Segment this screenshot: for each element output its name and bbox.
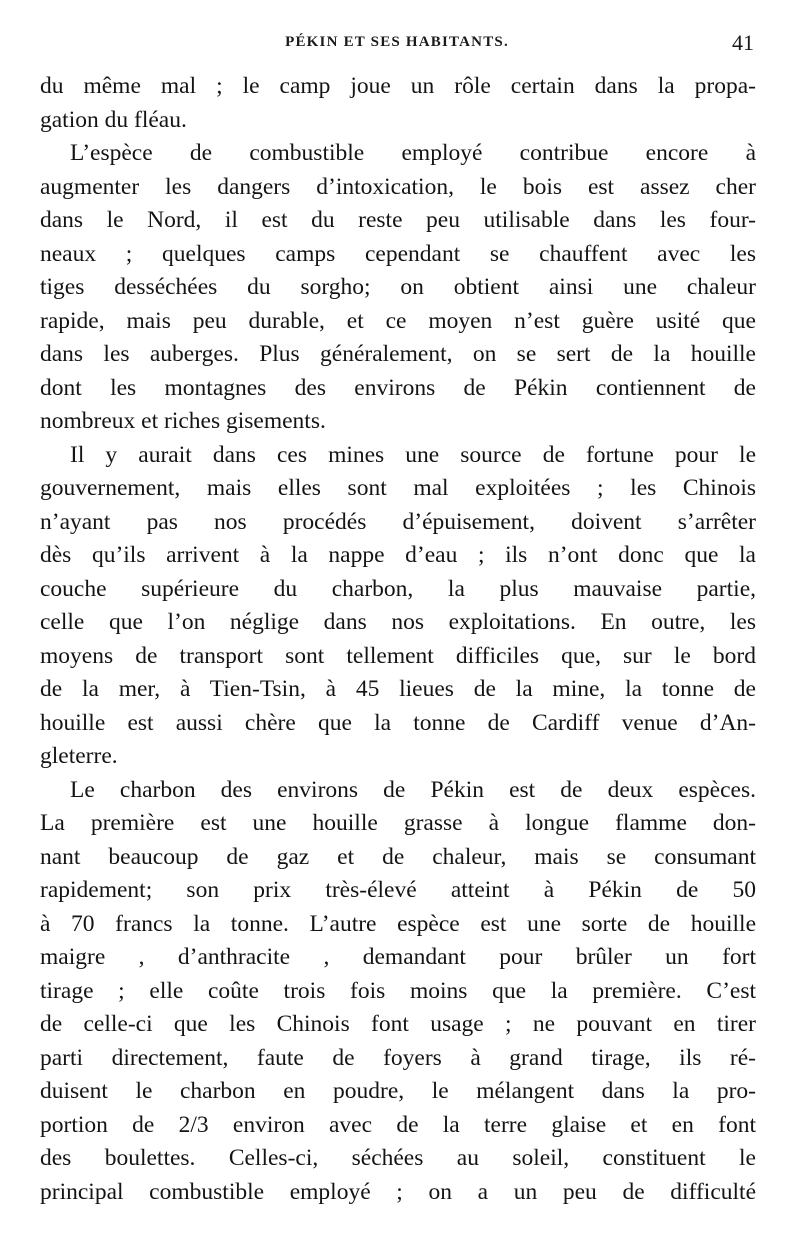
- text-line: La première est une houille grasse à longue flamme don-: [40, 810, 756, 836]
- paragraph: [40, 774, 756, 1210]
- text-line: maigre , d’anthracite , demandant pour brûler un fort: [40, 944, 756, 970]
- paragraph: [40, 439, 756, 774]
- text-line: dans le Nord, il est du reste peu utilisable dans les four-: [40, 207, 756, 233]
- text-line: du même mal ; le camp joue un rôle certain dans la propa-: [40, 73, 756, 99]
- text-line: gleterre.: [40, 743, 118, 769]
- text-line: neaux ; quelques camps cependant se chauffent avec les: [40, 240, 756, 267]
- body-text: [40, 70, 756, 1209]
- text-line: portion de 2/3 environ avec de la terre glaise et en font: [40, 1111, 756, 1138]
- text-line: duisent le charbon en poudre, le mélangent dans la pro-: [40, 1078, 756, 1104]
- page-header: [40, 30, 754, 60]
- text-line: dont les montagnes des environs de Pékin contiennent de: [40, 374, 756, 401]
- text-line: parti directement, faute de foyers à grand tirage, ils ré-: [40, 1044, 756, 1071]
- text-line: moyens de transport sont tellement difficiles que, sur le bord: [40, 642, 756, 669]
- text-line: rapidement; son prix très-élevé atteint à Pékin de 50: [40, 877, 756, 903]
- text-line: dès qu’ils arrivent à la nappe d’eau ; ils n’ont donc que la: [40, 542, 756, 568]
- text-line: n’ayant pas nos procédés d’épuisement, doivent s’arrêter: [40, 508, 756, 535]
- text-line: nombreux et riches gisements.: [40, 408, 326, 434]
- text-line: de celle-ci que les Chinois font usage ; ne pouvant en tirer: [40, 1011, 756, 1037]
- text-line: Il y aurait dans ces mines une source de fortune pour le: [70, 441, 756, 468]
- text-line: à 70 francs la tonne. L’autre espèce est une sorte de houille: [40, 910, 756, 937]
- text-line: houille est aussi chère que la tonne de Cardiff venue d’An-: [40, 709, 756, 736]
- text-line: principal combustible employé ; on a un peu de difficulté: [40, 1178, 756, 1205]
- text-line: couche supérieure du charbon, la plus mauvaise partie,: [40, 575, 756, 602]
- text-line: gouvernement, mais elles sont mal exploitées ; les Chinois: [40, 475, 756, 501]
- text-line: Le charbon des environs de Pékin est de deux espèces.: [70, 776, 756, 803]
- text-line: tiges desséchées du sorgho; on obtient ainsi une chaleur: [40, 274, 756, 300]
- page-number: 41: [732, 30, 754, 55]
- text-line: de la mer, à Tien-Tsin, à 45 lieues de la mine, la tonne de: [40, 676, 756, 702]
- paragraph: [40, 137, 756, 439]
- text-line: rapide, mais peu durable, et ce moyen n’est guère usité que: [40, 307, 756, 334]
- text-line: L’espèce de combustible employé contribue encore à: [70, 140, 756, 166]
- text-line: nant beaucoup de gaz et de chaleur, mais se consumant: [40, 843, 756, 870]
- text-line: augmenter les dangers d’intoxication, le bois est assez cher: [40, 173, 756, 200]
- text-line: gation du fléau.: [40, 106, 187, 133]
- text-line: des boulettes. Celles-ci, séchées au soleil, constituent le: [40, 1145, 756, 1171]
- paragraph: [40, 70, 756, 137]
- running-title: PÉKIN ET SES HABITANTS.: [285, 34, 509, 50]
- text-line: tirage ; elle coûte trois fois moins que la première. C’est: [40, 977, 756, 1004]
- text-line: celle que l’on néglige dans nos exploitations. En outre, les: [40, 609, 756, 635]
- text-line: dans les auberges. Plus généralement, on se sert de la houille: [40, 341, 756, 367]
